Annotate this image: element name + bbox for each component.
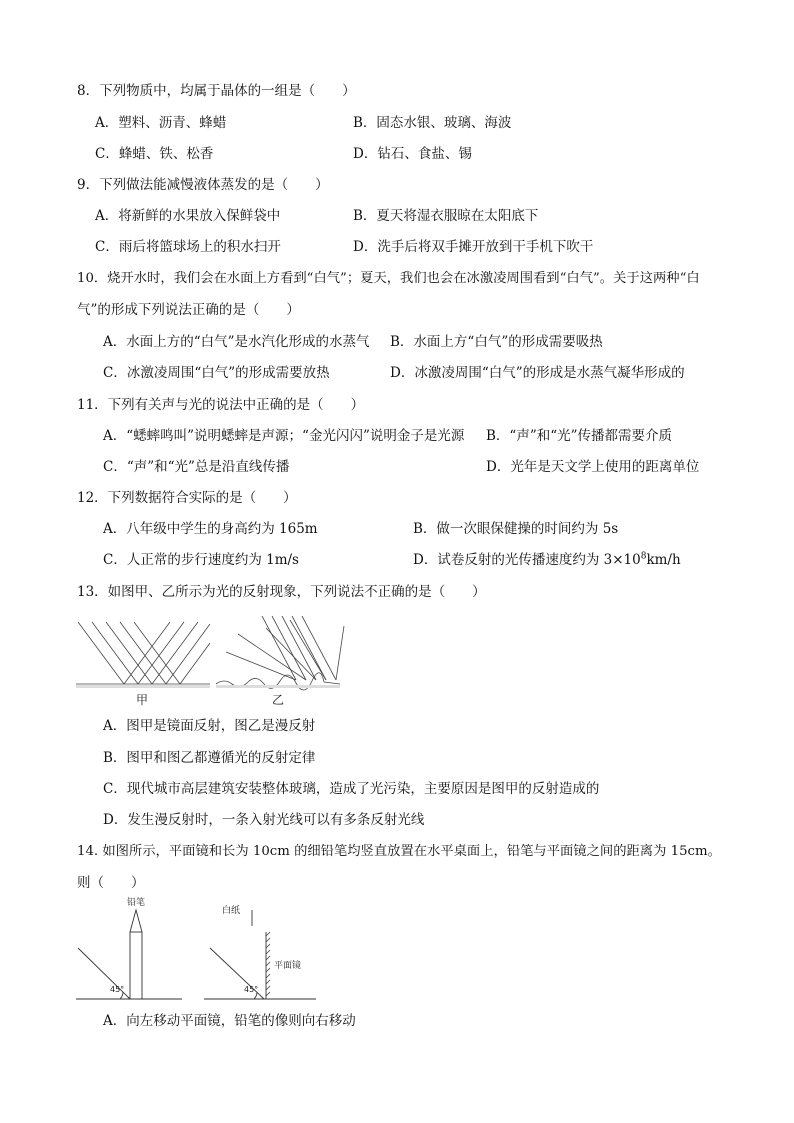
q14-option-a: A．向左移动平面镜，铅笔的像则向右移动: [103, 1013, 356, 1029]
q13-option-a: A．图甲是镜面反射，图乙是漫反射: [103, 718, 316, 734]
q11-option-d: D．光年是天文学上使用的距离单位: [486, 459, 700, 475]
right-angle-label: 45°: [244, 985, 259, 994]
q11-stem: 11．下列有关声与光的说法中正确的是（ ）: [77, 397, 365, 413]
q9-option-c: C．雨后将篮球场上的积水扫开: [95, 239, 281, 255]
left-angle-label: 45°: [110, 985, 125, 994]
q9-option-d: D．洗手后将双手摊开放到干手机下吹干: [353, 239, 594, 255]
q12-option-c: C．人正常的步行速度约为 1m/s: [103, 552, 299, 568]
pencil-label: 铅笔: [126, 898, 146, 908]
q9-option-b: B．夏天将湿衣服晾在太阳底下: [353, 208, 539, 224]
q12-option-a: A．八年级中学生的身高约为 165m: [103, 521, 318, 537]
fig-yi-label: 乙: [271, 693, 285, 707]
fig-jia-label: 甲: [135, 693, 149, 707]
pencil-icon: [130, 910, 142, 999]
q10-stem-line2: 气”的形成下列说法正确的是（ ）: [77, 302, 300, 318]
plane-mirror-label: 平面镜: [274, 961, 302, 971]
q13-reflection-figure: [76, 612, 356, 708]
fig-jia-reflected-rays: [124, 622, 210, 684]
q9-option-a: A．将新鲜的水果放入保鲜袋中: [95, 208, 281, 224]
q12-option-b: B．做一次眼保健操的时间约为 5s: [413, 521, 619, 537]
q13-option-d: D．发生漫反射时，一条入射光线可以有多条反射光线: [103, 812, 425, 828]
q11-option-a: A．“蟋蟀鸣叫”说明蟋蟀是声源；“金光闪闪”说明金子是光源: [103, 428, 465, 444]
fig-yi-incident-rays: [262, 616, 336, 680]
q14-stem-line2: 则（ ）: [77, 875, 145, 891]
q14-stem-line1: 14. 如图所示，平面镜和长为 10cm 的细铅笔均竖直放置在水平桌面上，铅笔与平面镜之间的距离为 15cm。: [77, 844, 721, 859]
q13-option-b: B．图甲和图乙都遵循光的反射定律: [103, 750, 316, 766]
q8-stem: 8．下列物质中，均属于晶体的一组是（ ）: [77, 83, 356, 99]
mirror-hatching: [266, 932, 270, 996]
q13-option-c: C．现代城市高层建筑安装整体玻璃，造成了光污染，主要原因是图甲的反射造成的: [103, 781, 600, 797]
fig-jia-incident-rays: [78, 622, 180, 684]
q13-stem: 13．如图甲、乙所示为光的反射现象，下列说法不正确的是（ ）: [77, 584, 486, 600]
q8-option-c: C．蜂蜡、铁、松香: [95, 146, 214, 162]
q11-option-c: C．“声”和“光”总是沿直线传播: [103, 459, 290, 475]
q10-stem-line1: 10．烧开水时，我们会在水面上方看到“白气”；夏天，我们也会在冰激凌周围看到“白气”。关于这两种“白: [77, 271, 700, 286]
q8-option-b: B．固态水银、玻璃、海波: [353, 115, 512, 131]
q10-option-d: D．冰激凌周围“白气”的形成是水蒸气凝华形成的: [390, 365, 685, 381]
q9-stem: 9．下列做法能减慢液体蒸发的是（ ）: [77, 177, 329, 193]
q14-mirror-figure: [76, 896, 320, 1004]
fig-yi-reflected-rays: [226, 620, 344, 680]
q10-option-a: A．水面上方的“白气”是水汽化形成的水蒸气: [103, 334, 370, 350]
q12-option-d: [413, 551, 681, 569]
q12-stem: 12．下列数据符合实际的是（ ）: [77, 490, 297, 506]
q10-option-c: C．冰激凌周围“白气”的形成需要放热: [103, 365, 330, 381]
q8-option-a: A．塑料、沥青、蜂蜡: [95, 115, 227, 131]
q12-option-d-exponent: 8: [640, 551, 647, 562]
fig-jia-surface-shade: [76, 685, 210, 688]
q11-option-b: B．“声”和“光”传播都需要介质: [486, 428, 673, 444]
q8-option-d: D．钻石、食盐、锡: [353, 146, 472, 162]
q10-option-b: B．水面上方“白气”的形成需要吸热: [390, 334, 603, 350]
white-paper-label: 白纸: [222, 906, 241, 916]
q12-option-d-text: D．试卷反射的光传播速度约为 3×10: [413, 552, 641, 568]
fig-yi-surface-shade: [216, 685, 340, 688]
q12-option-d-unit: km/h: [646, 552, 681, 568]
